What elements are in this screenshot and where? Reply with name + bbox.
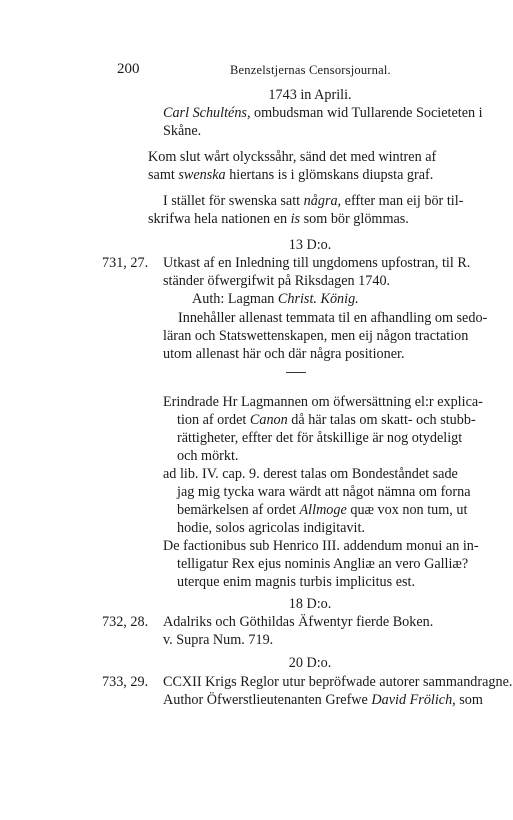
section-divider <box>286 372 306 373</box>
remark-line <box>177 411 476 429</box>
author-line <box>163 104 483 122</box>
entry-author <box>163 691 483 709</box>
author-label: Author Öfwerstlieutenanten Grefwe <box>163 692 372 708</box>
note-text: effter man eij bör til- <box>341 193 464 209</box>
author-role: ombudsman wid Tullarende Societeten i <box>250 105 483 121</box>
remark-line <box>177 501 467 519</box>
remark-italic: Canon <box>249 412 288 428</box>
verse-text: samt <box>148 167 179 183</box>
entry-number: 731, 27. <box>102 255 149 271</box>
date-heading: 13 D:o. <box>288 237 332 253</box>
remark-line: rättigheter, effter det för åtskillige är nog otydeligt <box>177 430 463 446</box>
entry-title-line-2: ständer öfwergifwit på Riksdagen 1740. <box>163 273 391 289</box>
entry-number: 733, 29. <box>102 674 149 690</box>
remark-text: bemärkelsen af ordet <box>177 502 300 518</box>
note-line-1 <box>163 192 463 210</box>
author-line-2: Skåne. <box>163 123 202 139</box>
content-line-1: Innehåller allenast temmata til en afhandling om sedo- <box>178 310 488 326</box>
author-name: David Frölich, <box>371 692 456 708</box>
author-name: Carl Schulténs, <box>163 105 251 121</box>
remark-line: uterque enim magnis turbis implicitus est. <box>177 574 416 590</box>
remark-line: ad lib. IV. cap. 9. derest talas om Bondeståndet sade <box>163 466 458 482</box>
note-italic: några, <box>303 193 342 209</box>
date-heading: 18 D:o. <box>288 596 332 612</box>
entry-title-line-1: Utkast af en Inledning till ungdomens upfostran, til R. <box>163 255 471 271</box>
date-heading: 1743 in Aprili. <box>268 87 352 103</box>
author-text: som <box>455 692 483 708</box>
content-line-3: utom allenast här och där några positioner. <box>163 346 405 362</box>
remark-line: och mörkt. <box>177 448 239 464</box>
remark-text: tion af ordet <box>177 412 250 428</box>
remark-text: då här talas om skatt- och stubb- <box>287 412 476 428</box>
page-number: 200 <box>117 61 140 77</box>
verse-line-2 <box>148 166 433 184</box>
author-label: Auth: Lagman <box>192 291 278 307</box>
note-text: skrifwa hela nationen en <box>148 211 291 227</box>
remark-line: telligatur Rex ejus nominis Angliæ an vero Galliæ? <box>177 556 469 572</box>
entry-title-line-1: Adalriks och Göthildas Äfwentyr fierde Boken. <box>163 614 434 630</box>
content-line-2: läran och Statswettenskapen, men eij någon tractation <box>163 328 469 344</box>
entry-title-line-1: CCXII Krigs Reglor utur bepröfwade autorer sammandragne. <box>163 674 513 690</box>
verse-italic: swenska <box>178 167 226 183</box>
remark-line: hodie, solos agricolas indigitavit. <box>177 520 365 536</box>
note-text: I stället för swenska satt <box>163 193 304 209</box>
remark-text: quæ vox non tum, ut <box>346 502 468 518</box>
note-text: som bör glömmas. <box>300 211 409 227</box>
remark-italic: Allmoge <box>299 502 347 518</box>
date-heading: 20 D:o. <box>288 655 332 671</box>
entry-number: 732, 28. <box>102 614 149 630</box>
remark-line: De factionibus sub Henrico III. addendum monui an in- <box>163 538 479 554</box>
note-line-2 <box>148 210 409 228</box>
entry-reference: v. Supra Num. 719. <box>163 632 274 648</box>
verse-text: hiertans is i glömskans diupsta graf. <box>225 167 434 183</box>
running-title: Benzelstjernas Censorsjournal. <box>230 63 391 77</box>
author-name: Christ. König. <box>277 291 359 307</box>
entry-author <box>192 290 359 308</box>
verse-line-1: Kom slut wårt olyckssåhr, sänd det med wintren af <box>148 149 437 165</box>
remark-line: jag mig tycka wara wärdt att något nämna om forna <box>177 484 471 500</box>
remark-line: Erindrade Hr Lagmannen om öfwersättning el:r explica- <box>163 394 483 410</box>
note-italic: is <box>290 211 301 227</box>
